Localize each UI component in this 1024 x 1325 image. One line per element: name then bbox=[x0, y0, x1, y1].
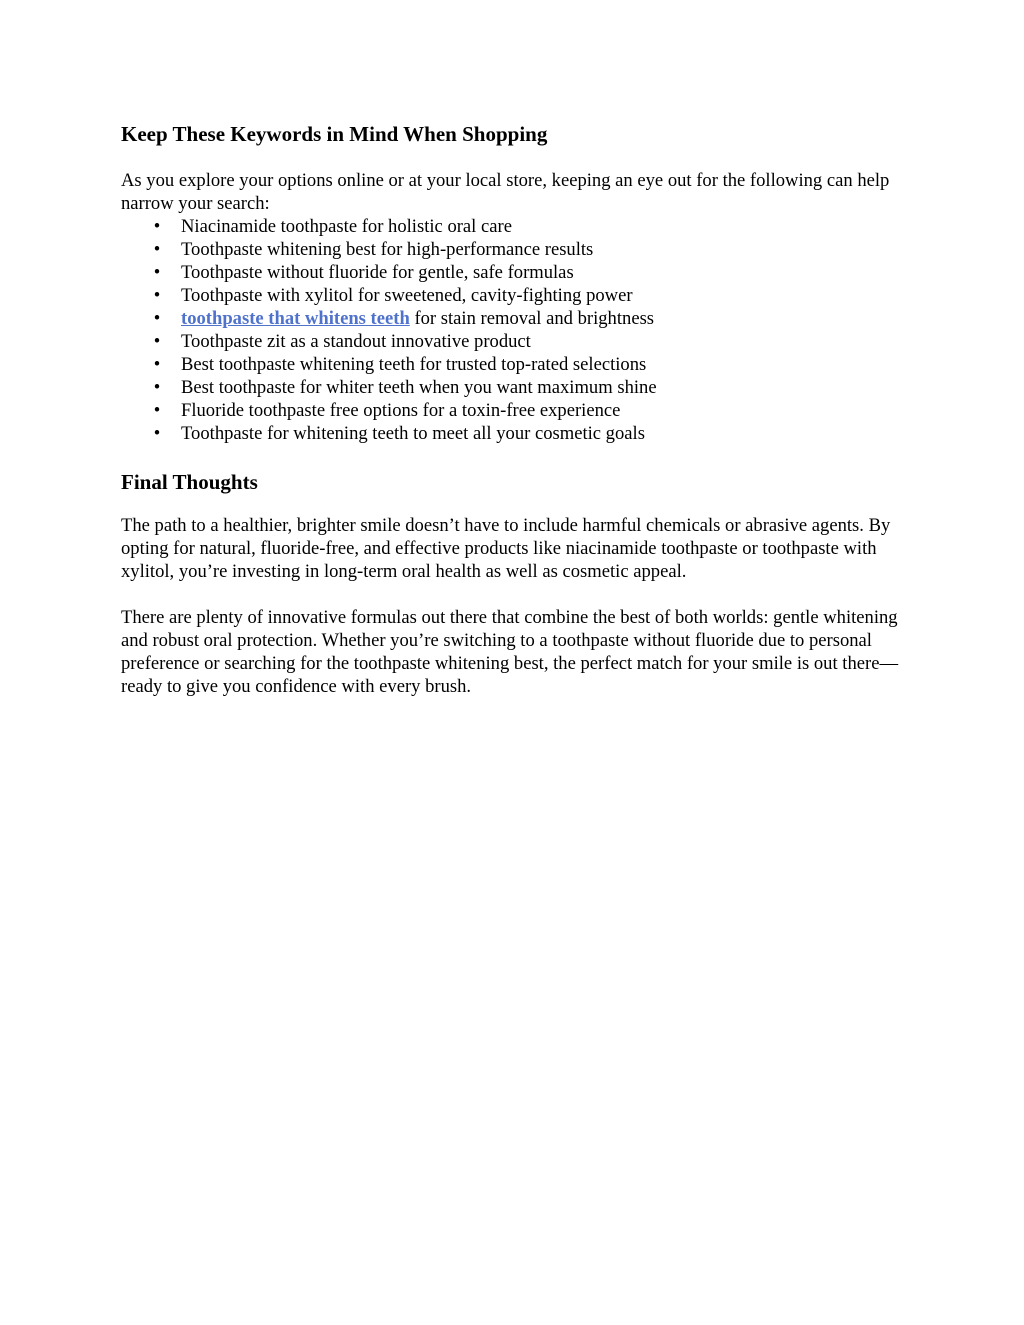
section-heading-keywords: Keep These Keywords in Mind When Shopping bbox=[121, 122, 548, 146]
list-item bbox=[121, 238, 911, 261]
bullet-icon: • bbox=[153, 285, 161, 306]
list-item-text: Best toothpaste for whiter teeth when you want maximum shine bbox=[181, 377, 657, 398]
list-item-text: Toothpaste zit as a standout innovative product bbox=[181, 331, 531, 352]
bullet-icon: • bbox=[153, 239, 161, 260]
bullet-icon: • bbox=[153, 377, 161, 398]
document-page bbox=[121, 119, 911, 698]
keyword-list bbox=[121, 215, 911, 445]
list-item-text: Toothpaste whitening best for high-performance results bbox=[181, 239, 594, 260]
bullet-icon: • bbox=[153, 354, 161, 375]
list-item-text: Niacinamide toothpaste for holistic oral care bbox=[181, 216, 512, 237]
bullet-icon: • bbox=[153, 262, 161, 283]
list-item-text: Best toothpaste whitening teeth for trusted top-rated selections bbox=[181, 354, 647, 375]
list-item-text: Fluoride toothpaste free options for a toxin-free experience bbox=[181, 400, 621, 421]
bullet-icon: • bbox=[153, 216, 161, 237]
bullet-icon: • bbox=[153, 400, 161, 421]
bullet-icon: • bbox=[153, 331, 161, 352]
list-item bbox=[121, 399, 911, 422]
bullet-icon: • bbox=[153, 423, 161, 444]
whitening-toothpaste-link[interactable]: toothpaste that whitens teeth bbox=[181, 308, 410, 329]
list-item-text: Toothpaste for whitening teeth to meet all your cosmetic goals bbox=[181, 423, 645, 444]
list-item bbox=[121, 284, 911, 307]
list-item bbox=[121, 353, 911, 376]
list-item bbox=[121, 215, 911, 238]
list-item-text: Toothpaste with xylitol for sweetened, cavity-fighting power bbox=[181, 285, 633, 306]
final-paragraph-2: There are plenty of innovative formulas out there that combine the best of both worlds: gentle whitening and robust oral protection. Whether you’re switching to a toothpaste without fluoride due to personal preference or searching for the toothpaste whitening best, the perfect match for your smile is out there—ready to give you confidence with every brush. bbox=[121, 607, 899, 697]
list-item bbox=[121, 422, 911, 445]
list-item-text: Toothpaste without fluoride for gentle, safe formulas bbox=[181, 262, 574, 283]
final-paragraph-1: The path to a healthier, brighter smile doesn’t have to include harmful chemicals or abrasive agents. By opting for natural, fluoride-free, and effective products like niacinamide toothpaste or toothpaste with xylitol, you’re investing in long-term oral health as well as cosmetic appeal. bbox=[121, 515, 891, 582]
section-heading-final-thoughts: Final Thoughts bbox=[121, 470, 258, 494]
list-item bbox=[121, 307, 911, 330]
bullet-icon: • bbox=[153, 308, 161, 329]
list-item bbox=[121, 261, 911, 284]
list-item bbox=[121, 376, 911, 399]
list-item-text: for stain removal and brightness bbox=[409, 308, 655, 329]
intro-paragraph: As you explore your options online or at your local store, keeping an eye out for the following can help narrow your search: bbox=[121, 170, 890, 214]
list-item bbox=[121, 330, 911, 353]
